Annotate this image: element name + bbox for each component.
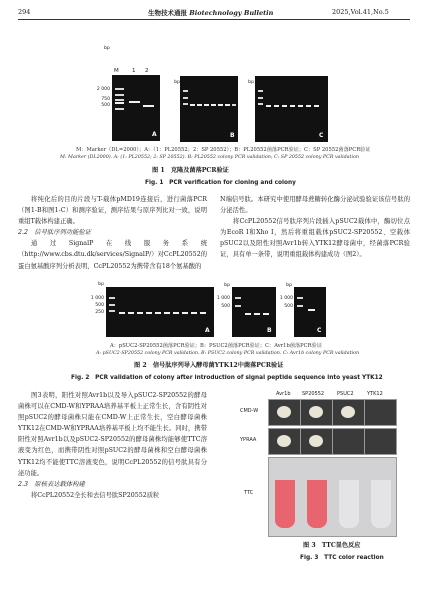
- fig2-marker-1000: 1 000: [90, 296, 104, 301]
- fig3-title-cn: 图 3 TTC显色反应: [303, 542, 361, 549]
- fig3-col-psuc2: PSUC2: [337, 391, 354, 397]
- body-left-2: [18, 390, 207, 501]
- fig2-marker-b-1000: 1 000: [216, 296, 230, 301]
- fig2-bp-label-c: bp: [286, 283, 292, 288]
- fig3-ypraa-avr1b: [268, 428, 301, 455]
- fig3-row-ttc: TTC: [244, 490, 254, 496]
- fig2-bp-label-b: bp: [224, 283, 230, 288]
- fig3-ttc-tube-ytk12: [371, 480, 391, 528]
- fig2-title-cn: 图 2 信号肽序列导入酵母菌YTK12中菌落PCR验证: [134, 362, 284, 369]
- fig2-marker-b-500: 500: [221, 304, 230, 309]
- fig1-marker-2000: 2 000: [96, 87, 110, 92]
- fig1-lane-1: 1: [132, 68, 136, 74]
- page-number: 294: [18, 8, 31, 16]
- fig1-title-cn: 图 1 克隆及菌落PCR验证: [152, 167, 229, 174]
- fig1-lane-2: 2: [145, 68, 149, 74]
- fig1-panel-c-label: C: [319, 132, 324, 139]
- fig1-legend-cn: M：Marker（DL=2000）；A：（1：PL20552；2：SP 20552）；B：PL20552菌落PCR验证；C：SP 20552菌落PCR验证: [76, 147, 371, 153]
- fig1-gel-c: [255, 76, 328, 142]
- fig3-ttc-tube-sp20552: [307, 480, 327, 528]
- fig3-ypraa-ytk12: [364, 428, 397, 455]
- fig1-bp-label-b: bp: [174, 80, 180, 85]
- journal-title-en: Biotechnology Bulletin: [189, 9, 274, 17]
- paragraph: 图3表明，阳性对照Avr1b以及导入pSUC2-SP20552的酵母菌株可以在CMD-W和YPRAA培养基平板上正常生长，含有阴性对照pSUC2的酵母菌株只能在CMD-W上正常生长，空白酵母菌株YTK12在CMD-W和YPRAA培养基平板上均不能生长。同时，携带阳性对照Avr1b以及pSUC2-SP20552的酵母菌株均能够使TTC溶液变为红色，而携带阴性对照pSUC2的酵母菌株和空白酵母菌株YTK12均不能使TTC溶液变色，说明CcPL20552的信号肽具有分泌功能。: [18, 392, 207, 477]
- fig3-col-avr1b: Avr1b: [276, 391, 291, 397]
- header-rule: [18, 19, 410, 20]
- fig3-ttc-tube-psuc2: [339, 480, 359, 528]
- journal-title-cn: 生物技术通报: [148, 9, 187, 17]
- fig3-cmdw-sp20552: [300, 399, 333, 426]
- fig2-gel-c: [294, 287, 326, 337]
- fig3-ttc-tube-avr1b: [275, 480, 295, 528]
- fig2-gel-a: [106, 287, 214, 337]
- fig3-col-sp20552: SP20552: [302, 391, 325, 397]
- fig3-ttc-panel: [268, 457, 397, 537]
- fig1-panel-b-label: B: [230, 132, 235, 139]
- fig1-lane-m: M: [114, 68, 119, 74]
- fig1-bp-label-c: bp: [248, 80, 254, 85]
- body-left-1: [18, 194, 207, 272]
- paragraph: N端信号肽。本研究中使用酵母蔗糖转化酶分泌试验验证该信号肽的分泌活性。: [220, 196, 410, 215]
- section-title-2-2: 2.2 信号肽序列功能验证: [18, 229, 91, 237]
- fig3-ypraa-psuc2: [332, 428, 365, 455]
- fig3-row-ypraa: YPRAA: [240, 437, 257, 443]
- section-title-2-3: 2.3 原核表达载体构建: [18, 480, 85, 488]
- fig1-marker-500: 500: [101, 103, 110, 108]
- fig2-marker-c-500: 500: [284, 304, 293, 309]
- fig3-col-ytk12: YTK12: [367, 391, 383, 397]
- fig2-marker-250: 250: [95, 310, 104, 315]
- fig3-cmdw-psuc2: [332, 399, 365, 426]
- fig1-gel-a: [112, 75, 160, 141]
- fig2-title-en: Fig. 2 PCR validation of colony after introduction of signal peptide sequence into yeast YTK12: [71, 375, 383, 381]
- paragraph: 将CcPL20552全长和去信号肽SP20552质粒: [31, 491, 160, 499]
- fig3-cmdw-avr1b: [268, 399, 301, 426]
- fig1-gel-b: [180, 76, 238, 142]
- fig3-ypraa-sp20552: [300, 428, 333, 455]
- fig1-panel-a-label: A: [152, 131, 157, 138]
- fig2-panel-c-label: C: [317, 327, 322, 334]
- paragraph: 将纯化后的目的片段与T-载体pMD19连接后，进行菌落PCR（图1-B和图1-C）和测序验证，测序结果与原序列比对一致，说明重组T载体构建正确。: [18, 196, 207, 226]
- journal-issue: 2025,Vol.41,No.5: [332, 8, 389, 16]
- fig2-legend-en: A: pSUC2-SP20552 colony PCR validation. B: PSUC2 colony PCR validation. C: Avr1b colony PCR validation: [96, 351, 360, 356]
- fig2-bp-label-a: bp: [98, 282, 104, 287]
- fig1-legend-en: M: Marker (DL2000). A: (1: PL20552; 2: SP 20552). B: PL20552 colony PCR validation; C: SP 20552 colony PCR validation: [60, 155, 359, 160]
- fig1-title-en: Fig. 1 PCR verification for cloning and colony: [145, 180, 296, 186]
- journal-title: [148, 8, 273, 17]
- fig3-row-cmdw: CMD-W: [240, 408, 259, 414]
- fig3-title-en: Fig. 3 TTC color reaction: [300, 555, 384, 561]
- fig2-gel-b: [232, 287, 276, 337]
- body-right-1: [220, 194, 410, 261]
- fig2-panel-b-label: B: [267, 327, 272, 334]
- paragraph: 通过SignalP在线服务系统（http://www.cbs.dtu.dk/services/SignalP/）对CcPL20552的蛋白氨基酸序列分析表明，CcPL20552为携带含有18个氨基酸的: [18, 240, 207, 270]
- fig2-legend-cn: A：pSUC2-SP20552菌落PCR验证；B：PSUC2菌落PCR验证；C：Avr1b菌落PCR验证: [110, 343, 322, 349]
- fig1-marker-750: 750: [101, 97, 110, 102]
- fig2-marker-c-1000: 1 000: [279, 296, 293, 301]
- fig2-marker-500: 500: [95, 303, 104, 308]
- paragraph: 将CcPL20552信号肽序列片段插入pSUC2载体中，酶切位点为EcoR I和Xho I，然后将重组载体pSUC2-SP20552、空载体pSUC2以及阳性对照Avr1b转入YTK12酵母菌中，经菌落PCR验证，具有单一条带，说明重组载体构建成功（图2）。: [220, 218, 410, 259]
- fig2-panel-a-label: A: [205, 327, 210, 334]
- fig3-cmdw-ytk12: [364, 399, 397, 426]
